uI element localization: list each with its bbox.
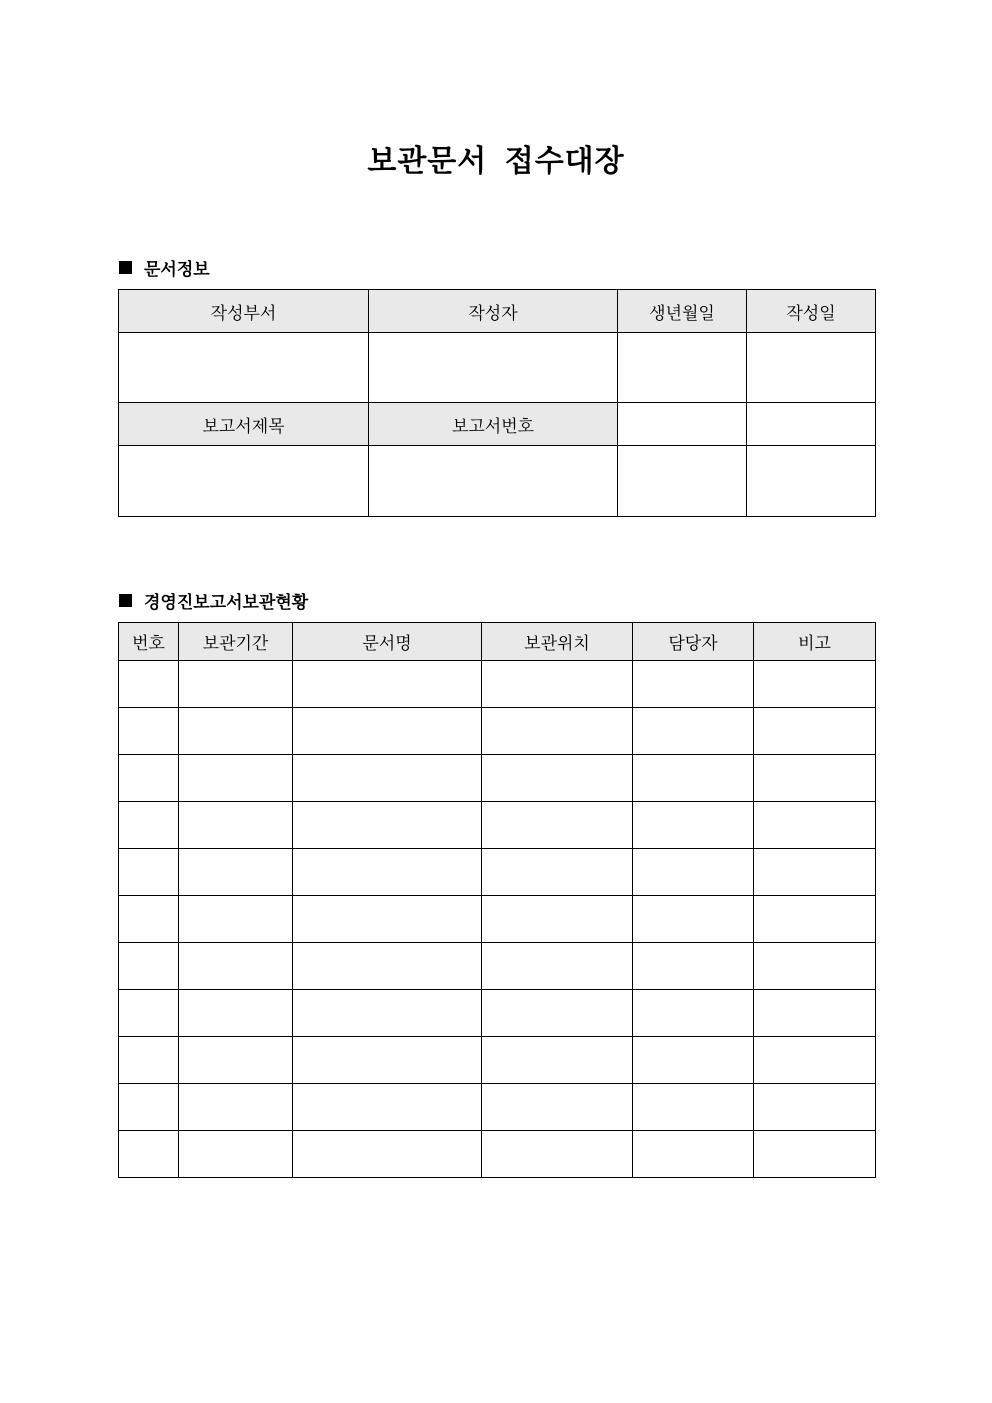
section-heading-label: 경영진보고서보관현황 — [144, 593, 309, 613]
table-row — [119, 1037, 876, 1084]
cell-location[interactable] — [482, 755, 633, 802]
page-title: 보관문서 접수대장 — [367, 144, 625, 179]
cell-location[interactable] — [482, 661, 633, 708]
cell-doc-name[interactable] — [293, 990, 482, 1037]
cell-remarks[interactable] — [754, 849, 876, 896]
cell-number[interactable] — [119, 1131, 179, 1178]
column-header-remarks: 비고 — [754, 623, 876, 661]
empty-cell[interactable] — [618, 446, 747, 517]
cell-manager[interactable] — [633, 896, 754, 943]
header-cell-date: 작성일 — [747, 290, 876, 333]
cell-location[interactable] — [482, 802, 633, 849]
cell-period[interactable] — [179, 1084, 293, 1131]
table-row — [119, 1084, 876, 1131]
cell-number[interactable] — [119, 1084, 179, 1131]
input-cell-date[interactable] — [747, 333, 876, 403]
cell-doc-name[interactable] — [293, 708, 482, 755]
column-header-period: 보관기간 — [179, 623, 293, 661]
cell-remarks[interactable] — [754, 896, 876, 943]
cell-doc-name[interactable] — [293, 755, 482, 802]
table-header-row — [119, 623, 876, 661]
header-cell-birthdate: 생년월일 — [618, 290, 747, 333]
cell-location[interactable] — [482, 990, 633, 1037]
cell-doc-name[interactable] — [293, 802, 482, 849]
cell-manager[interactable] — [633, 1037, 754, 1084]
section-heading-status — [119, 588, 308, 613]
column-header-number: 번호 — [119, 623, 179, 661]
header-cell-report-number: 보고서번호 — [369, 403, 618, 446]
cell-manager[interactable] — [633, 661, 754, 708]
document-info-table — [118, 289, 876, 517]
cell-doc-name[interactable] — [293, 943, 482, 990]
cell-number[interactable] — [119, 755, 179, 802]
column-header-manager: 담당자 — [633, 623, 754, 661]
input-cell-report-number[interactable] — [369, 446, 618, 517]
cell-remarks[interactable] — [754, 990, 876, 1037]
header-cell-author: 작성자 — [369, 290, 618, 333]
table-row — [119, 708, 876, 755]
column-header-location: 보관위치 — [482, 623, 633, 661]
cell-manager[interactable] — [633, 849, 754, 896]
cell-period[interactable] — [179, 943, 293, 990]
input-cell-report-title[interactable] — [119, 446, 369, 517]
cell-location[interactable] — [482, 943, 633, 990]
square-bullet-icon — [119, 594, 132, 607]
square-bullet-icon — [119, 261, 132, 274]
cell-period[interactable] — [179, 990, 293, 1037]
cell-doc-name[interactable] — [293, 1084, 482, 1131]
empty-cell[interactable] — [747, 403, 876, 446]
cell-remarks[interactable] — [754, 755, 876, 802]
cell-doc-name[interactable] — [293, 1131, 482, 1178]
cell-location[interactable] — [482, 1084, 633, 1131]
cell-period[interactable] — [179, 661, 293, 708]
cell-number[interactable] — [119, 990, 179, 1037]
cell-location[interactable] — [482, 849, 633, 896]
cell-manager[interactable] — [633, 708, 754, 755]
cell-location[interactable] — [482, 896, 633, 943]
cell-remarks[interactable] — [754, 943, 876, 990]
cell-manager[interactable] — [633, 943, 754, 990]
cell-manager[interactable] — [633, 802, 754, 849]
cell-manager[interactable] — [633, 1131, 754, 1178]
table-row — [119, 990, 876, 1037]
table-row — [119, 1131, 876, 1178]
empty-cell[interactable] — [747, 446, 876, 517]
empty-cell[interactable] — [618, 403, 747, 446]
cell-number[interactable] — [119, 1037, 179, 1084]
cell-doc-name[interactable] — [293, 1037, 482, 1084]
cell-manager[interactable] — [633, 990, 754, 1037]
header-cell-dept: 작성부서 — [119, 290, 369, 333]
input-cell-birthdate[interactable] — [618, 333, 747, 403]
cell-period[interactable] — [179, 849, 293, 896]
cell-manager[interactable] — [633, 755, 754, 802]
table-row — [119, 802, 876, 849]
input-cell-dept[interactable] — [119, 333, 369, 403]
cell-doc-name[interactable] — [293, 661, 482, 708]
cell-number[interactable] — [119, 849, 179, 896]
cell-manager[interactable] — [633, 1084, 754, 1131]
report-storage-table — [118, 622, 876, 1178]
cell-doc-name[interactable] — [293, 896, 482, 943]
cell-remarks[interactable] — [754, 1037, 876, 1084]
input-cell-author[interactable] — [369, 333, 618, 403]
table-row — [119, 943, 876, 990]
cell-period[interactable] — [179, 1131, 293, 1178]
cell-period[interactable] — [179, 755, 293, 802]
cell-number[interactable] — [119, 943, 179, 990]
cell-remarks[interactable] — [754, 1084, 876, 1131]
section-heading-label: 문서정보 — [144, 260, 210, 280]
header-cell-report-title: 보고서제목 — [119, 403, 369, 446]
cell-location[interactable] — [482, 708, 633, 755]
section-heading-info — [119, 255, 210, 280]
table-row — [119, 849, 876, 896]
cell-period[interactable] — [179, 896, 293, 943]
table-row — [119, 896, 876, 943]
cell-period[interactable] — [179, 802, 293, 849]
table-row — [119, 661, 876, 708]
table-row — [119, 755, 876, 802]
cell-remarks[interactable] — [754, 1131, 876, 1178]
cell-location[interactable] — [482, 1037, 633, 1084]
cell-remarks[interactable] — [754, 661, 876, 708]
cell-number[interactable] — [119, 896, 179, 943]
cell-number[interactable] — [119, 708, 179, 755]
cell-number[interactable] — [119, 661, 179, 708]
cell-number[interactable] — [119, 802, 179, 849]
cell-doc-name[interactable] — [293, 849, 482, 896]
cell-remarks[interactable] — [754, 802, 876, 849]
cell-period[interactable] — [179, 708, 293, 755]
cell-remarks[interactable] — [754, 708, 876, 755]
cell-period[interactable] — [179, 1037, 293, 1084]
column-header-doc-name: 문서명 — [293, 623, 482, 661]
cell-location[interactable] — [482, 1131, 633, 1178]
